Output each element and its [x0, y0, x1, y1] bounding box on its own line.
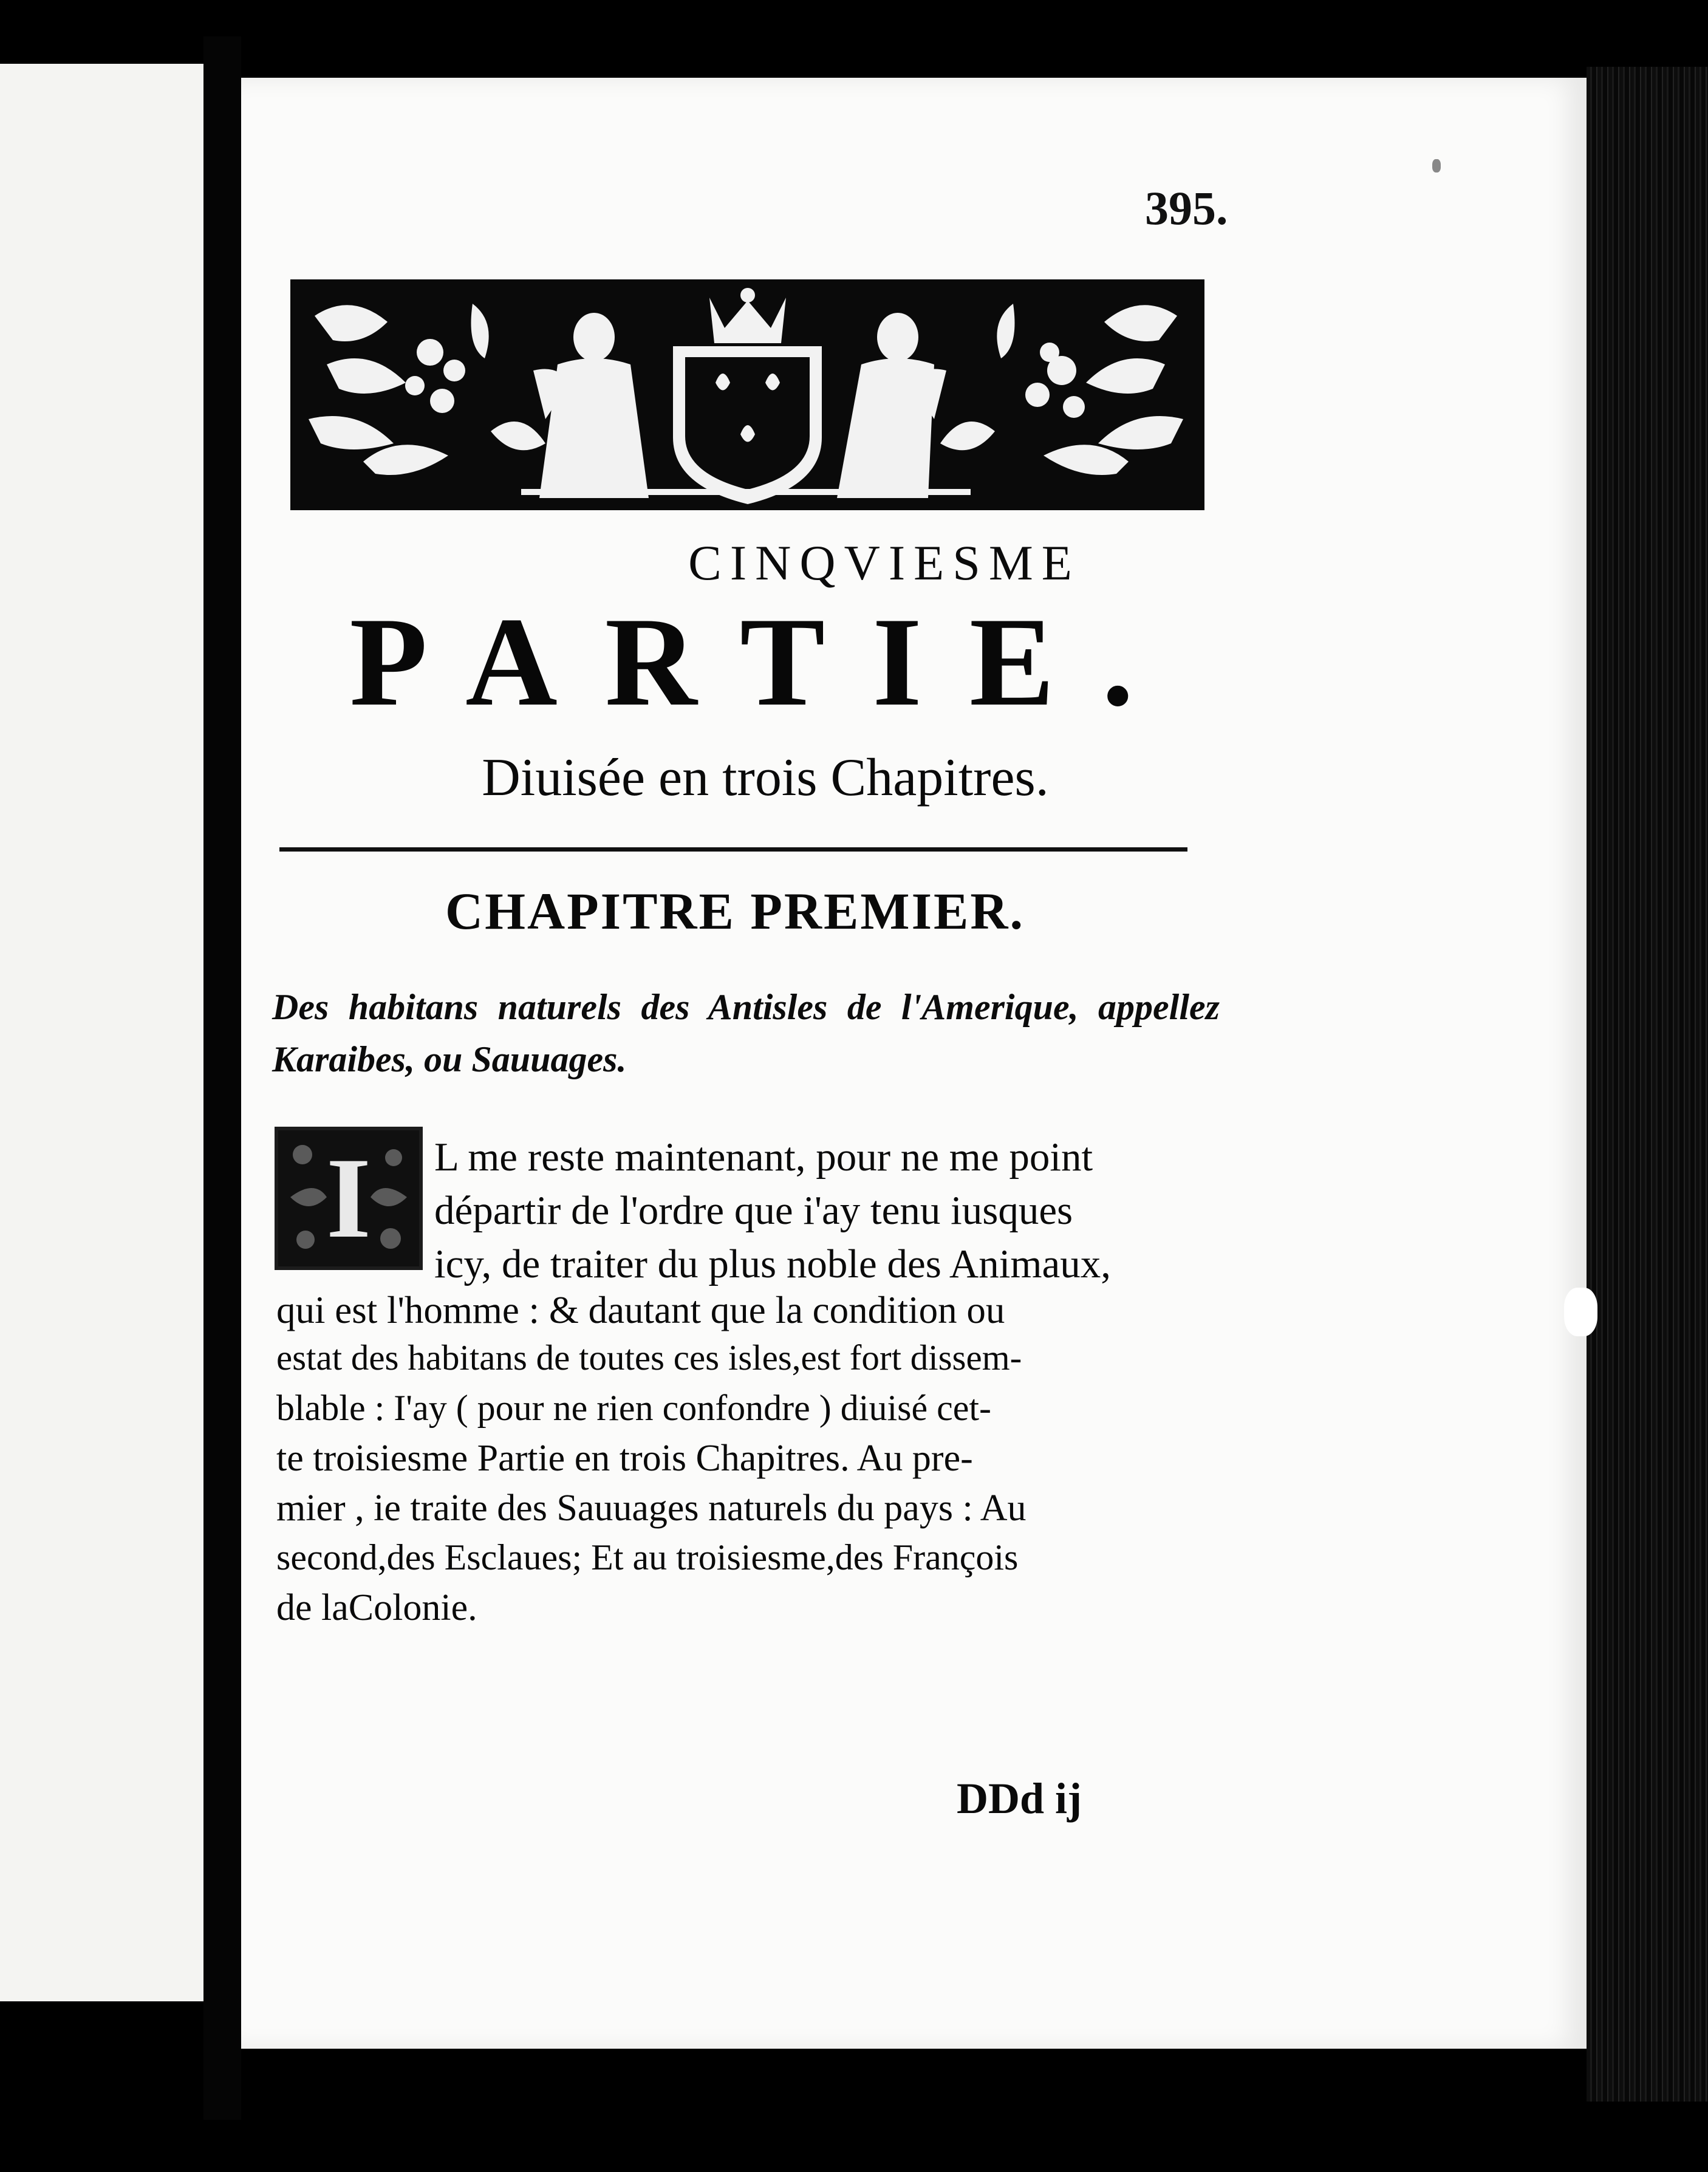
- body-line: icy, de traiter du plus noble des Animaux,: [434, 1241, 1111, 1286]
- horizontal-rule: [279, 847, 1187, 852]
- part-kicker: CINQVIESME: [688, 535, 1081, 590]
- book-gutter: [203, 36, 241, 2120]
- body-line: qui est l'homme : & dautant que la condition ou: [276, 1289, 1005, 1331]
- facing-page-edge: [0, 64, 203, 2001]
- body-line: de laColonie.: [276, 1587, 477, 1628]
- paper-speck: [1432, 159, 1441, 172]
- body-line: L me reste maintenant, pour ne me point: [434, 1135, 1093, 1180]
- signature-mark: DDd ij: [957, 1774, 1082, 1823]
- part-subtitle: Diuisée en trois Chapitres.: [482, 748, 1049, 807]
- drop-cap-letter: I: [326, 1135, 371, 1262]
- body-line: te troisiesme Partie en trois Chapitres. Au pre-: [276, 1438, 973, 1479]
- headpiece-ornament: [290, 279, 1204, 510]
- body-line: second,des Esclaues; Et au troisiesme,des François: [276, 1537, 1019, 1577]
- body-line: départir de l'ordre que i'ay tenu iusques: [434, 1188, 1073, 1233]
- chapter-heading: CHAPITRE PREMIER.: [445, 882, 1025, 940]
- page-number: 395.: [1145, 182, 1228, 234]
- chapter-summary: Des habitans naturels des Antisles de l'Amerique, appellez Karaibes, ou Sauuages.: [272, 987, 1220, 1079]
- body-line: estat des habitans de toutes ces isles,est fort dissem-: [276, 1337, 1022, 1378]
- paper-speck: [1564, 1288, 1597, 1336]
- drop-cap-initial: [275, 1127, 423, 1270]
- page-fore-edge: [1587, 67, 1708, 2102]
- body-line: blable : I'ay ( pour ne rien confondre ) diuisé cet-: [276, 1388, 992, 1428]
- body-line: mier , ie traite des Sauuages naturels du pays : Au: [276, 1487, 1027, 1529]
- part-title: PARTIE.: [349, 592, 1181, 733]
